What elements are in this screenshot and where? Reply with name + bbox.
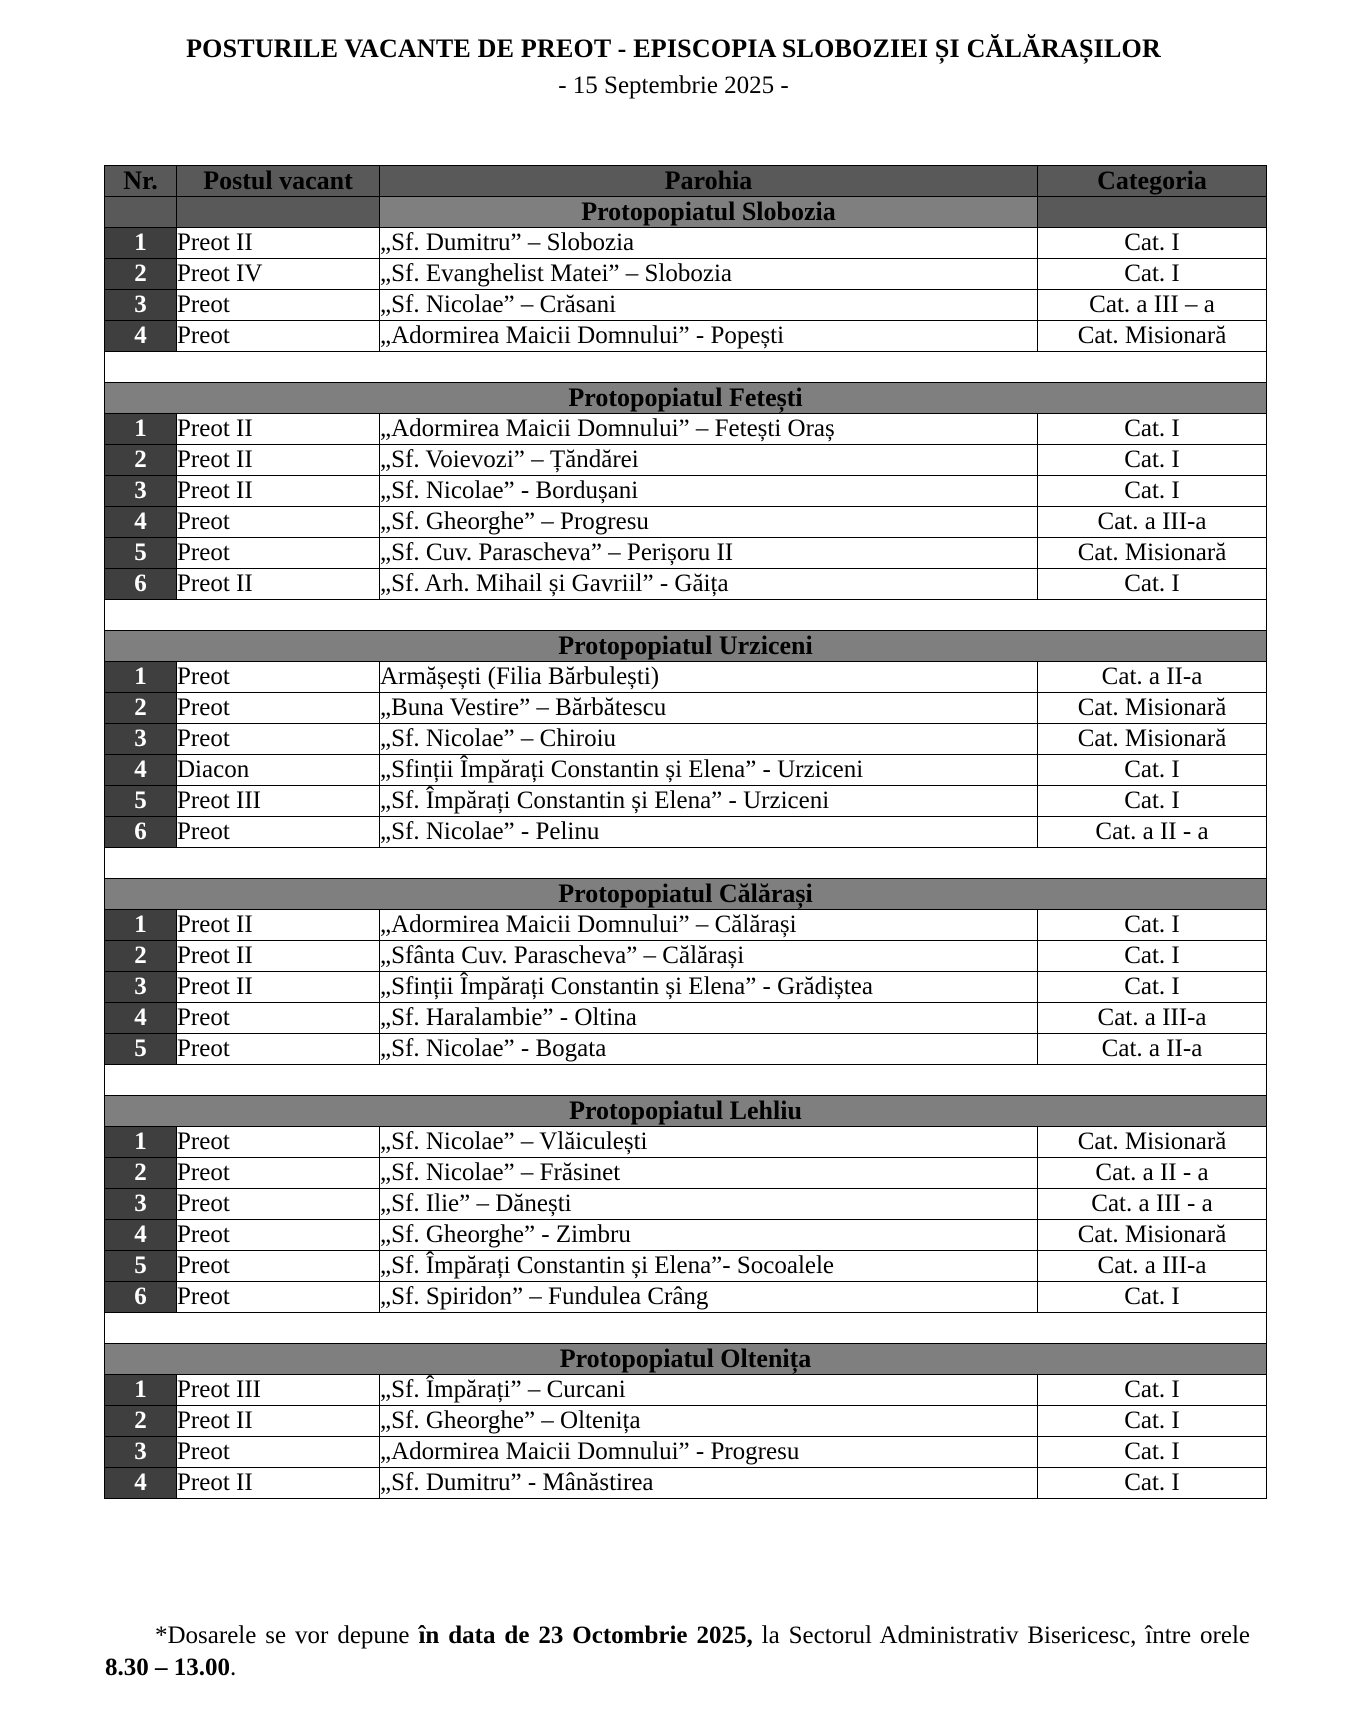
row-category: Cat. I bbox=[1038, 786, 1267, 817]
row-category: Cat. I bbox=[1038, 414, 1267, 445]
row-category: Cat. I bbox=[1038, 1375, 1267, 1406]
row-number: 5 bbox=[105, 1251, 177, 1282]
spacer-cell bbox=[105, 848, 1267, 879]
row-post: Preot bbox=[177, 290, 380, 321]
row-post: Preot bbox=[177, 1282, 380, 1313]
row-category: Cat. Misionară bbox=[1038, 321, 1267, 352]
row-post: Preot bbox=[177, 1158, 380, 1189]
row-number: 4 bbox=[105, 1003, 177, 1034]
row-number: 6 bbox=[105, 569, 177, 600]
row-post: Preot III bbox=[177, 1375, 380, 1406]
row-number: 6 bbox=[105, 817, 177, 848]
row-parish: „Adormirea Maicii Domnului” - Progresu bbox=[380, 1437, 1038, 1468]
row-category: Cat. I bbox=[1038, 1468, 1267, 1499]
row-category: Cat. Misionară bbox=[1038, 1127, 1267, 1158]
row-post: Preot II bbox=[177, 445, 380, 476]
row-parish: „Sf. Nicolae” – Frăsinet bbox=[380, 1158, 1038, 1189]
footnote-date: în data de 23 Octombrie 2025, bbox=[418, 1622, 753, 1649]
row-category: Cat. I bbox=[1038, 259, 1267, 290]
row-parish: „Sf. Împărați Constantin și Elena”- Socoalele bbox=[380, 1251, 1038, 1282]
row-parish: „Buna Vestire” – Bărbătescu bbox=[380, 693, 1038, 724]
footnote-text: *Dosarele se vor depune bbox=[155, 1622, 419, 1649]
spacer-row bbox=[105, 352, 1267, 383]
row-parish: „Sfinții Împărați Constantin și Elena” - Grădiștea bbox=[380, 972, 1038, 1003]
row-parish: „Sf. Spiridon” – Fundulea Crâng bbox=[380, 1282, 1038, 1313]
row-category: Cat. a II - a bbox=[1038, 1158, 1267, 1189]
row-post: Preot bbox=[177, 1251, 380, 1282]
row-post: Preot bbox=[177, 538, 380, 569]
row-category: Cat. Misionară bbox=[1038, 538, 1267, 569]
row-number: 4 bbox=[105, 1468, 177, 1499]
row-parish: „Adormirea Maicii Domnului” - Popești bbox=[380, 321, 1038, 352]
row-number: 1 bbox=[105, 1127, 177, 1158]
document-date: - 15 Septembrie 2025 - bbox=[558, 72, 789, 99]
row-number: 4 bbox=[105, 755, 177, 786]
row-number: 6 bbox=[105, 1282, 177, 1313]
row-number: 2 bbox=[105, 941, 177, 972]
table-header-row bbox=[105, 166, 1267, 197]
section-header-row bbox=[105, 631, 1267, 662]
row-number: 2 bbox=[105, 259, 177, 290]
row-parish: „Sf. Arh. Mihail și Gavriil” - Găița bbox=[380, 569, 1038, 600]
row-category: Cat. I bbox=[1038, 941, 1267, 972]
footnote bbox=[105, 1620, 1250, 1684]
table-row bbox=[105, 228, 1267, 259]
row-category: Cat. I bbox=[1038, 1406, 1267, 1437]
row-post: Preot bbox=[177, 1220, 380, 1251]
row-post: Preot II bbox=[177, 941, 380, 972]
row-post: Preot bbox=[177, 1034, 380, 1065]
spacer-row bbox=[105, 1065, 1267, 1096]
spacer-cell bbox=[105, 1313, 1267, 1344]
row-parish: Armășești (Filia Bărbulești) bbox=[380, 662, 1038, 693]
row-parish: „Sf. Cuv. Parascheva” – Perișoru II bbox=[380, 538, 1038, 569]
table-row bbox=[105, 1034, 1267, 1065]
table-row bbox=[105, 1127, 1267, 1158]
row-category: Cat. I bbox=[1038, 476, 1267, 507]
row-post: Preot II bbox=[177, 569, 380, 600]
footnote-hours: 8.30 – 13.00 bbox=[105, 1654, 230, 1681]
section-title: Protopopiatul Călărași bbox=[105, 879, 1267, 910]
document-title: POSTURILE VACANTE DE PREOT - EPISCOPIA SLOBOZIEI ȘI CĂLĂRAȘILOR bbox=[186, 34, 1161, 63]
row-category: Cat. a III - a bbox=[1038, 1189, 1267, 1220]
row-parish: „Sf. Evanghelist Matei” – Slobozia bbox=[380, 259, 1038, 290]
table-row bbox=[105, 1189, 1267, 1220]
row-post: Preot IV bbox=[177, 259, 380, 290]
row-category: Cat. a II-a bbox=[1038, 662, 1267, 693]
row-post: Preot bbox=[177, 817, 380, 848]
row-number: 1 bbox=[105, 1375, 177, 1406]
spacer-row bbox=[105, 848, 1267, 879]
row-number: 3 bbox=[105, 476, 177, 507]
row-category: Cat. a II-a bbox=[1038, 1034, 1267, 1065]
section-header-row bbox=[105, 1096, 1267, 1127]
table-row bbox=[105, 1282, 1267, 1313]
row-parish: „Sf. Nicolae” - Bordușani bbox=[380, 476, 1038, 507]
table-row bbox=[105, 693, 1267, 724]
table-row bbox=[105, 910, 1267, 941]
row-category: Cat. Misionară bbox=[1038, 724, 1267, 755]
row-parish: „Sf. Împărați” – Curcani bbox=[380, 1375, 1038, 1406]
footnote-text: la Sectorul Administrativ Bisericesc, între orele bbox=[752, 1622, 1250, 1649]
row-parish: „Sf. Voievozi” – Țăndărei bbox=[380, 445, 1038, 476]
table-row bbox=[105, 445, 1267, 476]
row-number: 3 bbox=[105, 1437, 177, 1468]
table-row bbox=[105, 786, 1267, 817]
row-parish: „Sf. Haralambie” - Oltina bbox=[380, 1003, 1038, 1034]
header-category: Categoria bbox=[1038, 166, 1267, 197]
row-parish: „Sf. Nicolae” – Vlăiculești bbox=[380, 1127, 1038, 1158]
row-parish: „Sfânta Cuv. Parascheva” – Călărași bbox=[380, 941, 1038, 972]
row-category: Cat. I bbox=[1038, 228, 1267, 259]
table-row bbox=[105, 817, 1267, 848]
table-row bbox=[105, 538, 1267, 569]
vacancies-table bbox=[104, 165, 1267, 1499]
spacer-cell bbox=[105, 1065, 1267, 1096]
row-number: 4 bbox=[105, 507, 177, 538]
table-row bbox=[105, 1220, 1267, 1251]
row-post: Preot III bbox=[177, 786, 380, 817]
spacer-row bbox=[105, 600, 1267, 631]
row-post: Preot II bbox=[177, 228, 380, 259]
section-title: Protopopiatul Slobozia bbox=[380, 197, 1038, 228]
row-post: Preot bbox=[177, 662, 380, 693]
table-row bbox=[105, 724, 1267, 755]
row-post: Preot II bbox=[177, 972, 380, 1003]
row-post: Preot bbox=[177, 693, 380, 724]
row-post: Preot II bbox=[177, 1468, 380, 1499]
row-number: 3 bbox=[105, 972, 177, 1003]
table-row bbox=[105, 1437, 1267, 1468]
table-row bbox=[105, 1251, 1267, 1282]
section-empty-cell bbox=[1038, 197, 1267, 228]
section-empty-cell bbox=[105, 197, 177, 228]
row-post: Diacon bbox=[177, 755, 380, 786]
table-row bbox=[105, 414, 1267, 445]
row-parish: „Sf. Gheorghe” - Zimbru bbox=[380, 1220, 1038, 1251]
row-number: 4 bbox=[105, 1220, 177, 1251]
footnote-text: . bbox=[230, 1654, 237, 1681]
table-row bbox=[105, 569, 1267, 600]
row-parish: „Sf. Împărați Constantin și Elena” - Urziceni bbox=[380, 786, 1038, 817]
row-post: Preot bbox=[177, 1189, 380, 1220]
row-post: Preot bbox=[177, 1003, 380, 1034]
row-parish: „Adormirea Maicii Domnului” – Călărași bbox=[380, 910, 1038, 941]
row-category: Cat. Misionară bbox=[1038, 1220, 1267, 1251]
row-post: Preot bbox=[177, 724, 380, 755]
row-parish: „Sf. Dumitru” – Slobozia bbox=[380, 228, 1038, 259]
table-row bbox=[105, 1375, 1267, 1406]
row-post: Preot bbox=[177, 1127, 380, 1158]
table-row bbox=[105, 507, 1267, 538]
row-number: 5 bbox=[105, 1034, 177, 1065]
row-category: Cat. I bbox=[1038, 1282, 1267, 1313]
row-category: Cat. a III-a bbox=[1038, 1003, 1267, 1034]
table-row bbox=[105, 1468, 1267, 1499]
header-post: Postul vacant bbox=[177, 166, 380, 197]
row-parish: „Sfinții Împărați Constantin și Elena” - Urziceni bbox=[380, 755, 1038, 786]
row-category: Cat. I bbox=[1038, 972, 1267, 1003]
section-title: Protopopiatul Oltenița bbox=[105, 1344, 1267, 1375]
row-number: 5 bbox=[105, 786, 177, 817]
row-post: Preot II bbox=[177, 910, 380, 941]
row-number: 2 bbox=[105, 693, 177, 724]
table-row bbox=[105, 259, 1267, 290]
row-post: Preot bbox=[177, 507, 380, 538]
table-row bbox=[105, 941, 1267, 972]
section-header-row bbox=[105, 1344, 1267, 1375]
row-post: Preot bbox=[177, 1437, 380, 1468]
row-number: 1 bbox=[105, 228, 177, 259]
section-empty-cell bbox=[177, 197, 380, 228]
table-row bbox=[105, 290, 1267, 321]
row-post: Preot II bbox=[177, 1406, 380, 1437]
row-parish: „Sf. Nicolae” – Chiroiu bbox=[380, 724, 1038, 755]
row-post: Preot II bbox=[177, 476, 380, 507]
table-row bbox=[105, 972, 1267, 1003]
table-row bbox=[105, 1158, 1267, 1189]
table-row bbox=[105, 321, 1267, 352]
row-parish: „Adormirea Maicii Domnului” – Fetești Oraș bbox=[380, 414, 1038, 445]
row-category: Cat. a II - a bbox=[1038, 817, 1267, 848]
row-number: 5 bbox=[105, 538, 177, 569]
row-number: 3 bbox=[105, 724, 177, 755]
spacer-cell bbox=[105, 352, 1267, 383]
row-number: 2 bbox=[105, 1158, 177, 1189]
row-parish: „Sf. Gheorghe” – Progresu bbox=[380, 507, 1038, 538]
row-number: 2 bbox=[105, 1406, 177, 1437]
row-parish: „Sf. Nicolae” - Pelinu bbox=[380, 817, 1038, 848]
section-header-row bbox=[105, 383, 1267, 414]
table-row bbox=[105, 476, 1267, 507]
header-parish: Parohia bbox=[380, 166, 1038, 197]
table-row bbox=[105, 662, 1267, 693]
header-nr: Nr. bbox=[105, 166, 177, 197]
row-number: 3 bbox=[105, 290, 177, 321]
row-category: Cat. I bbox=[1038, 910, 1267, 941]
row-parish: „Sf. Nicolae” - Bogata bbox=[380, 1034, 1038, 1065]
row-category: Cat. a III-a bbox=[1038, 1251, 1267, 1282]
table-row bbox=[105, 1406, 1267, 1437]
row-parish: „Sf. Dumitru” - Mânăstirea bbox=[380, 1468, 1038, 1499]
section-header-row bbox=[105, 197, 1267, 228]
section-title: Protopopiatul Fetești bbox=[105, 383, 1267, 414]
section-title: Protopopiatul Lehliu bbox=[105, 1096, 1267, 1127]
row-number: 1 bbox=[105, 414, 177, 445]
row-parish: „Sf. Gheorghe” – Oltenița bbox=[380, 1406, 1038, 1437]
row-number: 1 bbox=[105, 662, 177, 693]
row-number: 1 bbox=[105, 910, 177, 941]
row-category: Cat. I bbox=[1038, 755, 1267, 786]
row-number: 4 bbox=[105, 321, 177, 352]
row-category: Cat. I bbox=[1038, 445, 1267, 476]
row-post: Preot II bbox=[177, 414, 380, 445]
spacer-row bbox=[105, 1313, 1267, 1344]
table-row bbox=[105, 755, 1267, 786]
row-category: Cat. Misionară bbox=[1038, 693, 1267, 724]
row-category: Cat. a III – a bbox=[1038, 290, 1267, 321]
row-post: Preot bbox=[177, 321, 380, 352]
row-parish: „Sf. Ilie” – Dănești bbox=[380, 1189, 1038, 1220]
row-number: 3 bbox=[105, 1189, 177, 1220]
row-category: Cat. I bbox=[1038, 1437, 1267, 1468]
section-header-row bbox=[105, 879, 1267, 910]
row-number: 2 bbox=[105, 445, 177, 476]
spacer-cell bbox=[105, 600, 1267, 631]
table-row bbox=[105, 1003, 1267, 1034]
row-parish: „Sf. Nicolae” – Crăsani bbox=[380, 290, 1038, 321]
row-category: Cat. a III-a bbox=[1038, 507, 1267, 538]
row-category: Cat. I bbox=[1038, 569, 1267, 600]
section-title: Protopopiatul Urziceni bbox=[105, 631, 1267, 662]
